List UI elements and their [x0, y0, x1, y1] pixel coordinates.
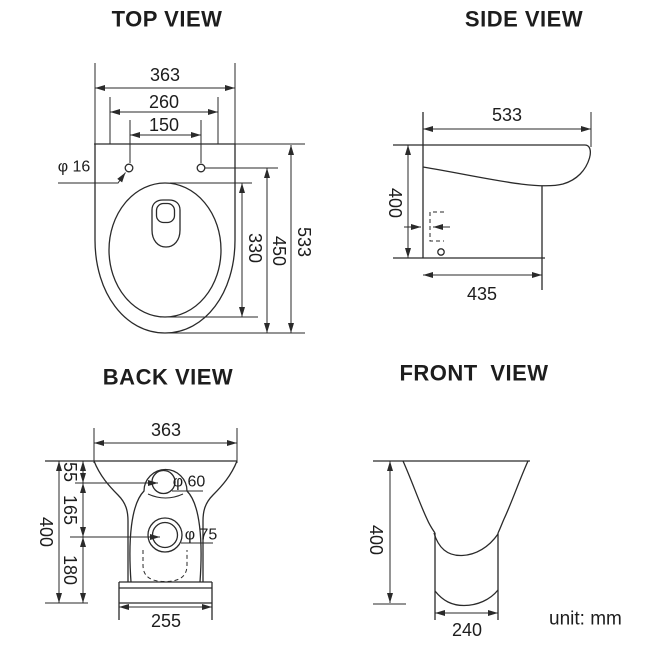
- front-bowl-underside: [434, 533, 498, 556]
- top-view-seat-hole-left: [125, 164, 133, 172]
- back-overall-width-value: 363: [150, 420, 182, 440]
- front-base-bottom-arc: [435, 590, 498, 606]
- top-view-flush-outlet: [152, 200, 180, 247]
- top-shoulder-width-value: 260: [148, 92, 180, 112]
- top-view-seat-hole-right: [197, 164, 205, 172]
- side-base-length-value: 435: [466, 284, 498, 304]
- back-rim-to-inlet-value: 55: [60, 461, 80, 483]
- top-view: [58, 7, 314, 334]
- back-right-side: [203, 461, 237, 582]
- back-base-width-value: 255: [150, 611, 182, 631]
- back-inlet-hole: [152, 471, 175, 494]
- top-view-flush-outlet-inner: [157, 204, 175, 223]
- back-outlet-diameter-label: φ 75: [184, 526, 218, 544]
- front-right-side: [498, 461, 528, 533]
- top-bowl-length-value: 450: [269, 235, 289, 267]
- top-view-title: TOP VIEW: [111, 6, 223, 32]
- front-left-side: [403, 461, 435, 533]
- side-view: [385, 7, 591, 305]
- back-outlet-hole-inner: [153, 523, 178, 548]
- side-height-value: 400: [385, 187, 405, 219]
- side-view-title: SIDE VIEW: [464, 6, 584, 32]
- side-overall-length-value: 533: [491, 105, 523, 125]
- top-overall-width-value: 363: [149, 65, 181, 85]
- back-height-value: 400: [36, 516, 56, 548]
- top-hole-diameter-label: φ 16: [57, 158, 91, 176]
- side-fixing-hole: [438, 249, 444, 255]
- back-view-title: BACK VIEW: [102, 364, 234, 390]
- back-inlet-to-outlet-value: 165: [60, 494, 80, 526]
- back-left-side: [94, 461, 128, 582]
- back-outlet-to-floor-value: 180: [60, 554, 80, 586]
- unit-note: unit: mm: [549, 608, 622, 630]
- back-trapway-hidden-line: [143, 550, 187, 582]
- top-view-bowl-outline: [95, 144, 235, 333]
- back-channel-lower-arc: [148, 494, 183, 498]
- side-rim-underside: [423, 145, 590, 186]
- front-height-value: 400: [366, 524, 386, 556]
- back-view: [36, 365, 237, 632]
- top-overall-length-value: 533: [294, 226, 314, 258]
- back-inlet-diameter-label: φ 60: [172, 473, 206, 491]
- front-view: [366, 361, 549, 641]
- top-seat-opening-length-value: 330: [245, 232, 265, 264]
- top-hole-spacing-value: 150: [148, 115, 180, 135]
- front-view-title: FRONT VIEW: [399, 360, 549, 386]
- front-base-width-value: 240: [451, 620, 483, 640]
